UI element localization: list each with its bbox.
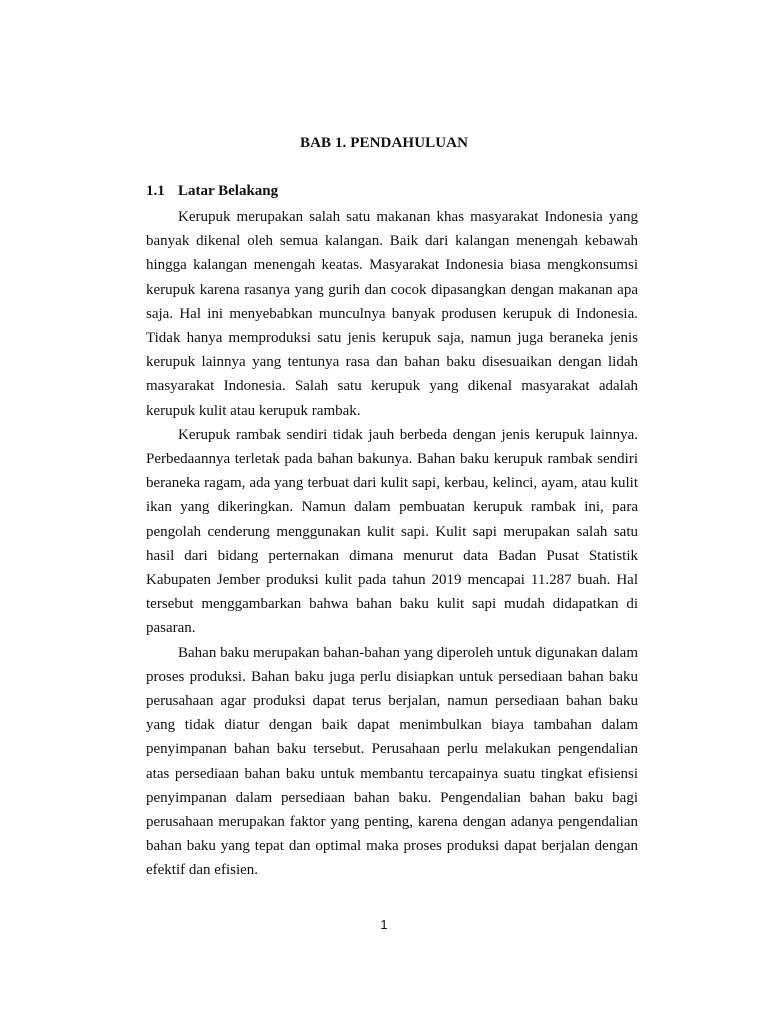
chapter-title: BAB 1. PENDAHULUAN [299,135,469,151]
page-number: 1 [380,917,388,932]
paragraph-3: Bahan baku merupakan bahan-bahan yang diperoleh untuk digunakan dalam proses produksi. Bahan baku juga perlu disiapkan untuk persediaan bahan baku perusahaan agar produksi dapat terus berjalan, namun persediaan bahan baku yang tidak diatur dengan baik dapat menimbulkan biaya tambahan dalam penyimpanan bahan baku tersebut. Perusahaan perlu melakukan pengendalian atas persediaan bahan baku untuk membantu tercapainya suatu tingkat efisiensi penyimpanan dalam persediaan bahan baku. Pengendalian bahan baku bagi perusahaan merupakan faktor yang penting, karena dengan adanya pengendalian bahan baku yang tepat dan optimal maka proses produksi dapat berjalan dengan efektif dan efisien. [146,644,638,879]
paragraph-1: Kerupuk merupakan salah satu makanan khas masyarakat Indonesia yang banyak dikenal oleh semua kalangan. Baik dari kalangan menengah kebawah hingga kalangan menengah keatas. Masyarakat Indonesia biasa mengkonsumsi kerupuk karena rasanya yang gurih dan cocok dipasangkan dengan makanan apa saja. Hal ini menyebabkan munculnya banyak produsen kerupuk di Indonesia. Tidak hanya memproduksi satu jenis kerupuk saja, namun juga beraneka jenis kerupuk lainnya yang tentunya rasa dan bahan baku disesuaikan dengan lidah masyarakat Indonesia. Salah satu kerupuk yang dikenal masyarakat adalah kerupuk kulit atau kerupuk rambak. [146,209,638,419]
section-heading [146,181,278,201]
body-text [146,205,638,883]
paragraph-2: Kerupuk rambak sendiri tidak jauh berbeda dengan jenis kerupuk lainnya. Perbedaannya terletak pada bahan bakunya. Bahan baku kerupuk rambak sendiri beraneka ragam, ada yang terbuat dari kulit sapi, kerbau, kelinci, ayam, atau kulit ikan yang dikeringkan. Namun dalam pembuatan kerupuk rambak ini, para pengolah cenderung menggunakan kulit sapi. Kulit sapi merupakan salah satu hasil dari bidang perternakan dimana menurut data Badan Pusat Statistik Kabupaten Jember produksi kulit pada tahun 2019 mencapai 11.287 buah. Hal tersebut menggambarkan bahwa bahan baku kulit sapi mudah didapatkan di pasaran. [146,426,638,637]
section-number: 1.1 [146,183,165,199]
section-title: Latar Belakang [178,183,279,199]
